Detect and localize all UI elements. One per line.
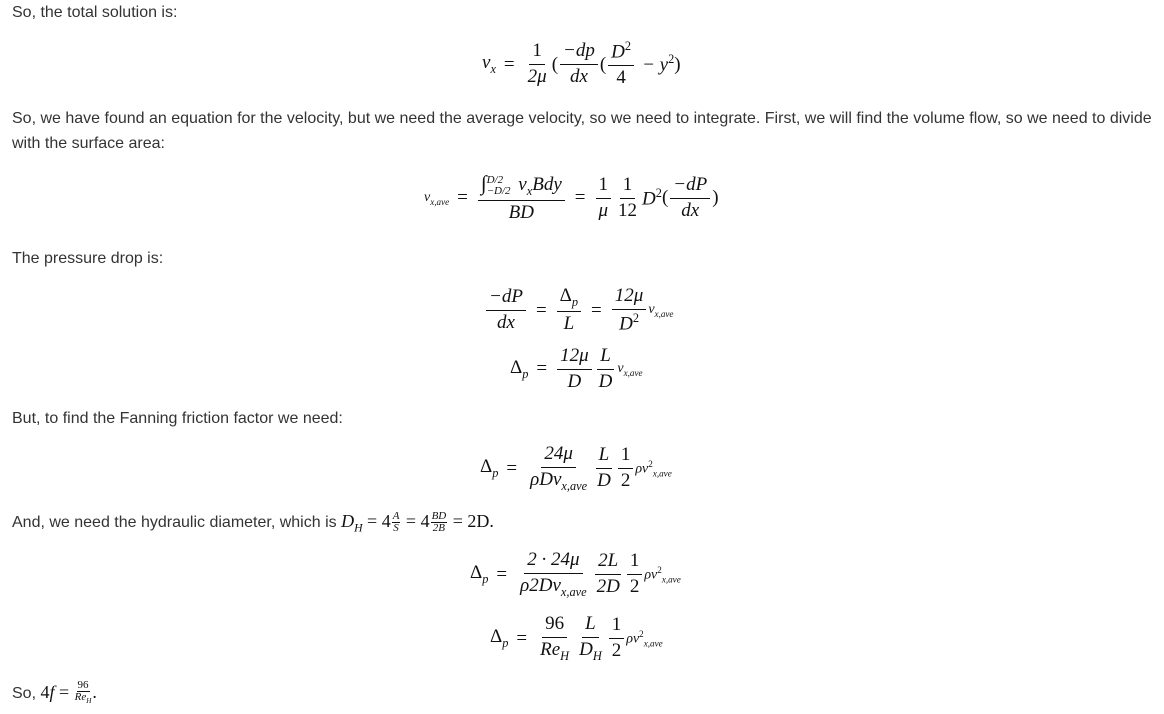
paragraph-average-velocity: So, we have found an equation for the velocity, but we need the average velocity, so we need to integrate. First, we will find the volume flow, so we need to divide with the surface area: — [12, 110, 1152, 152]
fraction-dP-dx: $\frac{-dP}{dx}$ — [670, 175, 710, 222]
fraction-2x24mu-over-rho-2d-v: $\frac{2 \cdot 24\mu}{\rho 2Dv_{x,ave}}$ — [520, 549, 587, 599]
fraction-L-over-D-2: $\frac{L}{D}$ — [597, 444, 611, 492]
fraction-12mu-over-D: $\frac{12\mu}{D}$ — [557, 346, 592, 393]
fraction-L-over-DH: $\frac{L}{D_H}$ — [579, 613, 602, 663]
v-ave-term-2: $v_{x,ave}$ — [617, 360, 643, 378]
equation-delta-p-hydraulic: $\Delta_p$ = $\frac{2 \cdot 24\mu}{\rho 2Dv_{x,ave}}$ $\frac{2L}{2D}$ $\frac{1}{2}$ $\rho v^2_{x,ave}$ — [470, 549, 681, 599]
fraction-dp-dx: $\frac{-dp}{dx}$ — [560, 41, 598, 88]
friction-factor-expression: 4f = $\frac{96}{Re_H}$ . — [40, 679, 97, 706]
paragraph-pressure-drop: The pressure drop is: — [12, 250, 164, 267]
v-ave-symbol: $v_{x,ave}$ — [424, 189, 450, 207]
vx-symbol: $v_x$ — [482, 52, 496, 76]
fraction-24mu-over-rho-d-v: $\frac{24\mu}{\rho Dv_{x,ave}}$ — [530, 443, 588, 493]
rho-v-squared-2: $\rho v^2_{x,ave}$ — [644, 564, 681, 585]
equation-delta-p-reynolds: $\Delta_p$ = $\frac{96}{Re_H}$ $\frac{L}{D_H}$ $\frac{1}{2}$ $\rho v^2_{x,ave}$ — [490, 613, 663, 663]
minus-y-squared: − $y^2$ — [642, 52, 675, 76]
fraction-one-over-two-mu: $\frac{1}{2\mu}$ — [527, 40, 547, 88]
fraction-integral-over-bd: ∫ D/2 −D/2 $v_xBdy$ BD — [478, 172, 565, 224]
v-ave-term: $v_{x,ave}$ — [648, 302, 674, 320]
fraction-one-half-2: $\frac{1}{2}$ — [627, 551, 643, 598]
equation-pressure-gradient: $\frac{-dP}{dx}$ = $\frac{\Delta_p}{L}$ = $\frac{12\mu}{D^2}$ $v_{x,ave}$ — [484, 286, 673, 335]
rho-v-squared-3: $\rho v^2_{x,ave}$ — [626, 628, 663, 649]
hydraulic-diameter-expression: $D_H = 4$ $\frac{A}{S}$ = 4 $\frac{BD}{2B}$ = 2D. — [341, 510, 494, 535]
fraction-one-half-3: $\frac{1}{2}$ — [609, 615, 625, 662]
paragraph-hydraulic-diameter: And, we need the hydraulic diameter, which is $D_H = 4$ $\frac{A}{S}$ = 4 $\frac{BD}{2B}$ = 2D. — [12, 510, 494, 535]
fraction-delta-p-over-L: $\frac{\Delta_p}{L}$ — [557, 286, 581, 335]
fraction-12mu-over-d2: $\frac{12\mu}{D^2}$ — [612, 286, 647, 335]
fraction-one-over-mu: $\frac{1}{\mu}$ — [595, 175, 611, 222]
fraction-96-over-re: $\frac{96}{Re_H}$ — [540, 613, 570, 663]
fraction-one-over-twelve: $\frac{1}{12}$ — [618, 173, 638, 221]
equation-velocity-profile: $v_x$ = $\frac{1}{2\mu}$ ( $\frac{-dp}{dx}$ ( $\frac{D^2}{4}$ − $y^2$ ) — [482, 39, 681, 89]
fraction-dP-dx-2: $\frac{-dP}{dx}$ — [486, 287, 526, 334]
fraction-d2-over-4: $\frac{D^2}{4}$ — [608, 40, 634, 89]
equation-delta-p-first: $\Delta_p$ = $\frac{12\mu}{D}$ $\frac{L}{D}$ $v_{x,ave}$ — [510, 345, 643, 392]
fraction-L-over-D: $\frac{L}{D}$ — [598, 345, 613, 392]
paragraph-fanning-friction: But, to find the Fanning friction factor we need: — [12, 410, 343, 427]
fraction-2L-over-2D: $\frac{2L}{2D}$ — [596, 550, 620, 598]
fraction-one-half: $\frac{1}{2}$ — [618, 445, 634, 492]
rho-v-squared: $\rho v^2_{x,ave}$ — [635, 458, 672, 479]
paragraph-total-solution: So, the total solution is: — [12, 4, 178, 21]
equation-average-velocity: $v_{x,ave}$ = ∫ D/2 −D/2 $v_xBdy$ BD = $\frac{1}{\mu}$ $\frac{1}{12}$ $D^2$ ( $\frac{-dP}{dx}$ ) — [424, 171, 719, 224]
paragraph-final-result: So, 4f = $\frac{96}{Re_H}$ . — [12, 679, 97, 706]
equation-delta-p-fanning: $\Delta_p$ = $\frac{24\mu}{\rho Dv_{x,ave}}$ $\frac{L}{D}$ $\frac{1}{2}$ $\rho v^2_{x,ave}$ — [480, 443, 672, 493]
